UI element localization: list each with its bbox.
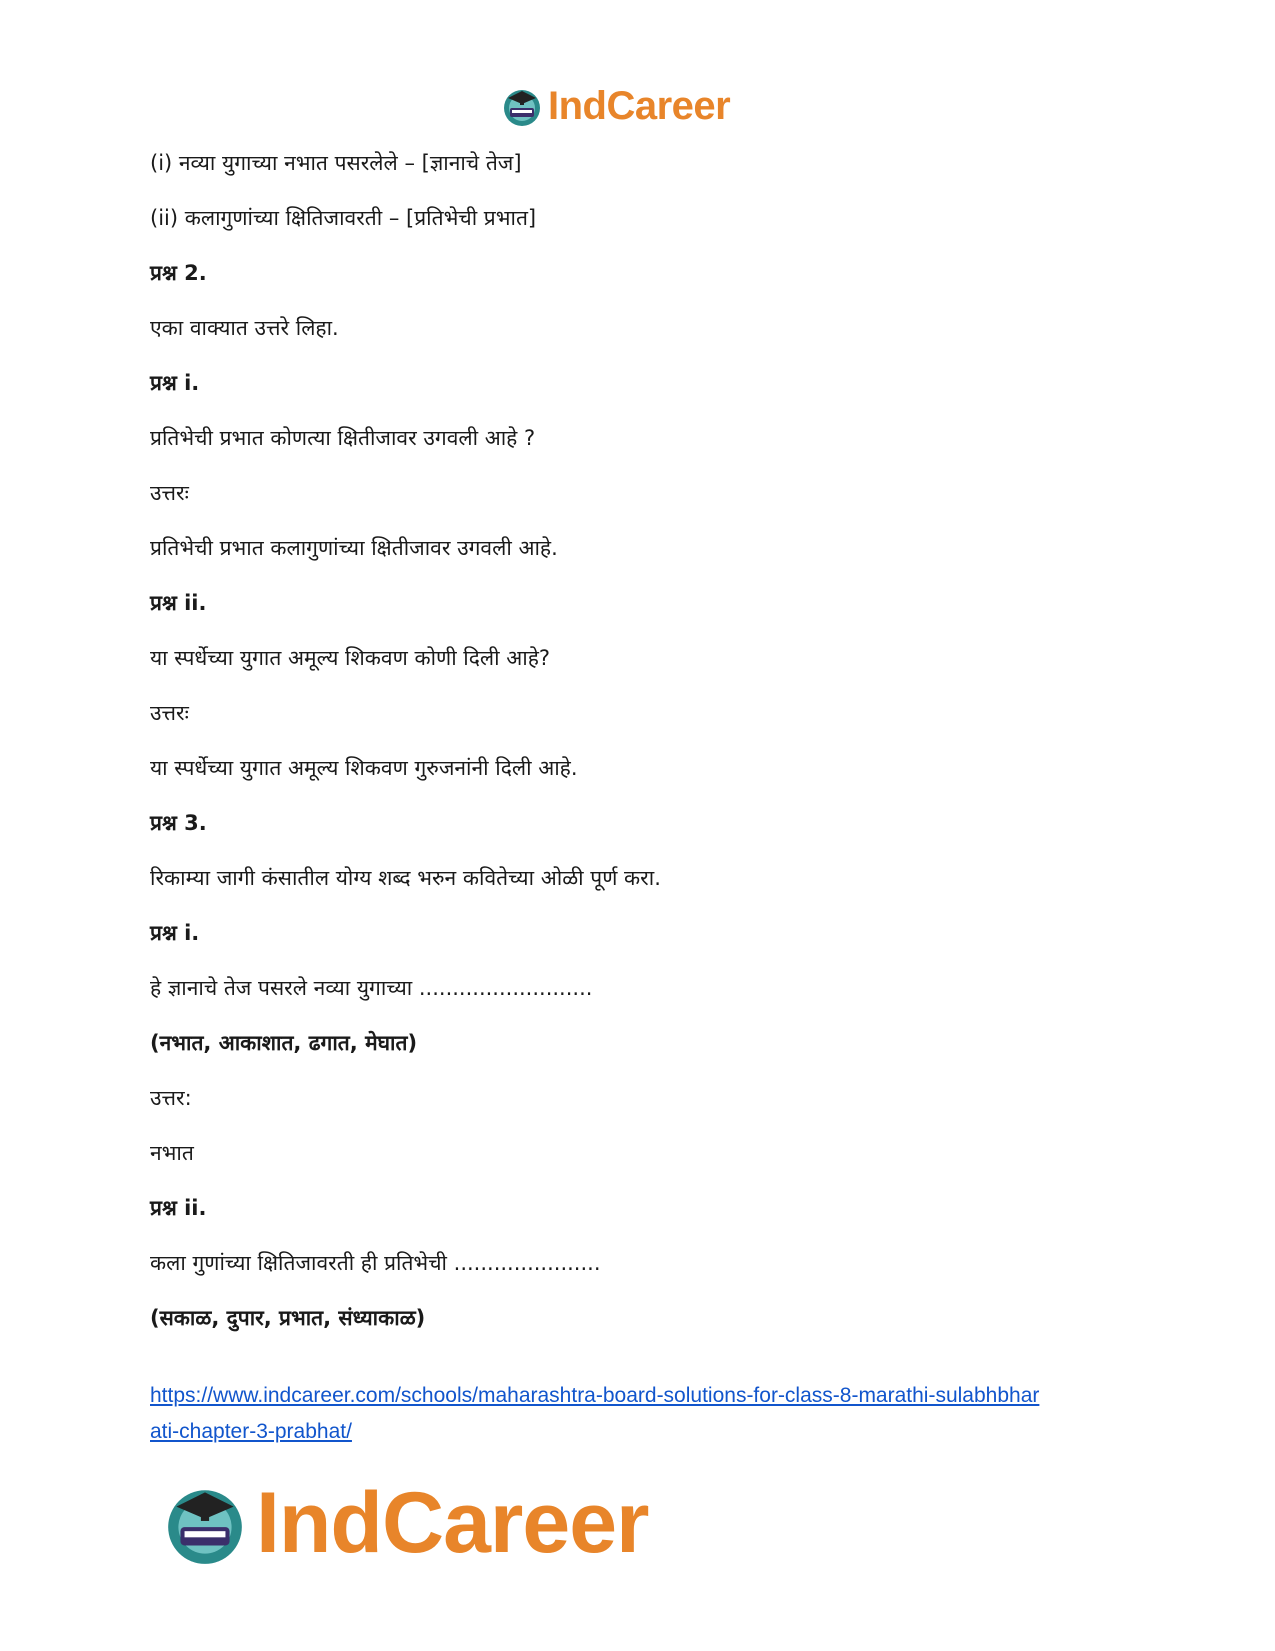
text-line: कला गुणांच्या क्षितिजावरती ही प्रतिभेची ......................	[150, 1251, 601, 1275]
text-line: प्रतिभेची प्रभात कलागुणांच्या क्षितीजावर उगवली आहे.	[150, 536, 558, 560]
graduation-book-icon	[500, 84, 544, 128]
footer-logo	[160, 1468, 700, 1578]
text-line: हे ज्ञानाचे तेज पसरले नव्या युगाच्या ..........................	[150, 976, 593, 1000]
text-line: प्रश्न i.	[150, 921, 200, 945]
text-line: नभात	[150, 1141, 194, 1165]
text-line: प्रश्न ii.	[150, 1196, 207, 1220]
text-line: या स्पर्धेच्या युगात अमूल्य शिकवण कोणी दिली आहे?	[150, 646, 551, 670]
source-link-line-1[interactable]: https://www.indcareer.com/schools/maharashtra-board-solutions-for-class-8-marathi-sulabhbhar	[150, 1384, 1040, 1407]
text-line: (नभात, आकाशात, ढगात, मेघात)	[150, 1031, 418, 1055]
text-line: (i) नव्या युगाच्या नभात पसरलेले – [ज्ञानाचे तेज]	[150, 151, 522, 175]
logo-text: IndCareer	[548, 83, 731, 128]
text-line: या स्पर्धेच्या युगात अमूल्य शिकवण गुरुजनांनी दिली आहे.	[150, 756, 578, 780]
text-line: प्रश्न ii.	[150, 591, 207, 615]
text-line: रिकाम्या जागी कंसातील योग्य शब्द भरुन कवितेच्या ओळी पूर्ण करा.	[150, 866, 661, 890]
graduation-book-icon	[160, 1478, 250, 1568]
text-line: प्रश्न 2.	[150, 261, 207, 285]
logo-text: IndCareer	[256, 1474, 649, 1571]
text-line: (सकाळ, दुपार, प्रभात, संध्याकाळ)	[150, 1306, 426, 1330]
source-link[interactable]	[150, 1378, 1130, 1450]
text-line: प्रतिभेची प्रभात कोणत्या क्षितीजावर उगवली आहे ?	[150, 426, 536, 450]
text-line: उत्तरः	[150, 481, 189, 505]
text-line: एका वाक्यात उत्तरे लिहा.	[150, 316, 339, 340]
document-body	[150, 146, 1130, 1356]
text-line: उत्तरः	[150, 701, 189, 725]
header-logo	[500, 76, 780, 136]
text-line: प्रश्न 3.	[150, 811, 207, 835]
source-link-line-2[interactable]: ati-chapter-3-prabhat/	[150, 1420, 352, 1443]
text-line: प्रश्न i.	[150, 371, 200, 395]
text-line: (ii) कलागुणांच्या क्षितिजावरती – [प्रतिभेची प्रभात]	[150, 206, 537, 230]
text-line: उत्तर:	[150, 1086, 192, 1110]
